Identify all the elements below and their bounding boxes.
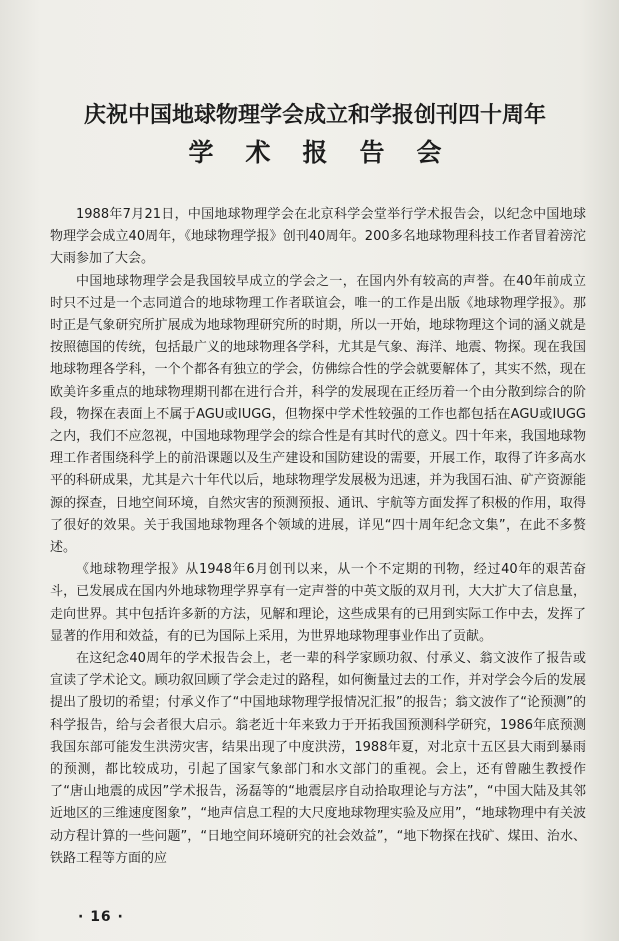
paragraph-2: 中国地球物理学会是我国较早成立的学会之一，在国内外有较高的声誉。在40年前成立时只不过是一个志同道合的地球物理工作者联谊会，唯一的工作是出版《地球物理学报》。那时正是气象研究所扩展成为地球物理研究所的时期，所以一开始，地球物理这个词的涵义就是按照德国的传统，包括最广义的地球物理各学科，尤其是气象、海洋、地震、物探。现在我国地球物理各学科，一个个都各有独立的学会，仿佛综合性的学会就要解体了，其实不然，现在欧美许多重点的地球物理期刊都在进行合并，科学的发展现在正经历着一个由分散到综合的阶段，物探在表面上不属于AGU或IUGG，但物探中学术性较强的工作也都包括在AGU或IUGG之内，我们不应忽视，中国地球物理学会的综合性是有其时代的意义。四十年来，我国地球物理工作者围绕科学上的前沿课题以及生产建设和国防建设的需要，开展工作，取得了许多高水平的科研成果，尤其是六十年代以后，地球物理学发展极为迅速，并为我国石油、矿产资源能源的探查，日地空间环境，自然灾害的预测预报、通讯、宇航等方面发挥了积极的作用，取得了很好的效果。关于我国地球物理各个领域的进展，详见“四十周年纪念文集”，在此不多赘述。 bbox=[50, 273, 586, 556]
title-block bbox=[40, 100, 590, 172]
paragraph-4: 在这纪念40周年的学术报告会上，老一辈的科学家顾功叙、付承义、翁文波作了报告或宣读了学术论文。顾功叙回顾了学会走过的路程，如何衡量过去的工作，并对学会今后的发展提出了殷切的希望；付承义作了“中国地球物理学报情况汇报”的报告；翁文波作了“论预测”的科学报告，给与会者很大启示。翁老近十年来致力于开拓我国预测科学研究，1986年底预测我国东部可能发生洪涝灾害，结果出现了中度洪涝，1988年夏，对北京十五区县大雨到暴雨的预测，都比较成功，引起了国家气象部门和水文部门的重视。会上，还有曾融生教授作了“唐山地震的成因”学术报告，汤磊等的“地震层序自动拾取理论与方法”，“中国大陆及其邻近地区的三维速度图象”，“地声信息工程的大尺度地球物理实验及应用”，“地球物理中有关波动方程计算的一些问题”，“日地空间环境研究的社会效益”，“地下物探在找矿、煤田、治水、铁路工程等方面的应 bbox=[50, 651, 586, 866]
article-title: 庆祝中国地球物理学会成立和学报创刊四十周年 bbox=[83, 102, 546, 128]
page-number: · 16 · bbox=[78, 909, 124, 925]
article-subtitle: 学术报告会 bbox=[188, 138, 474, 167]
article-body bbox=[50, 204, 586, 870]
paragraph-3: 《地球物理学报》从1948年6月创刊以来，从一个不定期的刊物，经过40年的艰苦奋斗，已发展成在国内外地球物理学界享有一定声誉的中英文版的双月刊，大大扩大了信息量，走向世界。其中包括许多新的方法，见解和理论，这些成果有的已用到实际工作中去，发挥了显著的作用和效益，有的已为国际上采用，为世界地球物理事业作出了贡献。 bbox=[50, 562, 586, 644]
paragraph-1: 1988年7月21日，中国地球物理学会在北京科学会堂举行学术报告会，以纪念中国地球物理学会成立40周年，《地球物理学报》创刊40周年。200多名地球物理科技工作者冒着滂沱大雨参加了大会。 bbox=[50, 207, 586, 267]
